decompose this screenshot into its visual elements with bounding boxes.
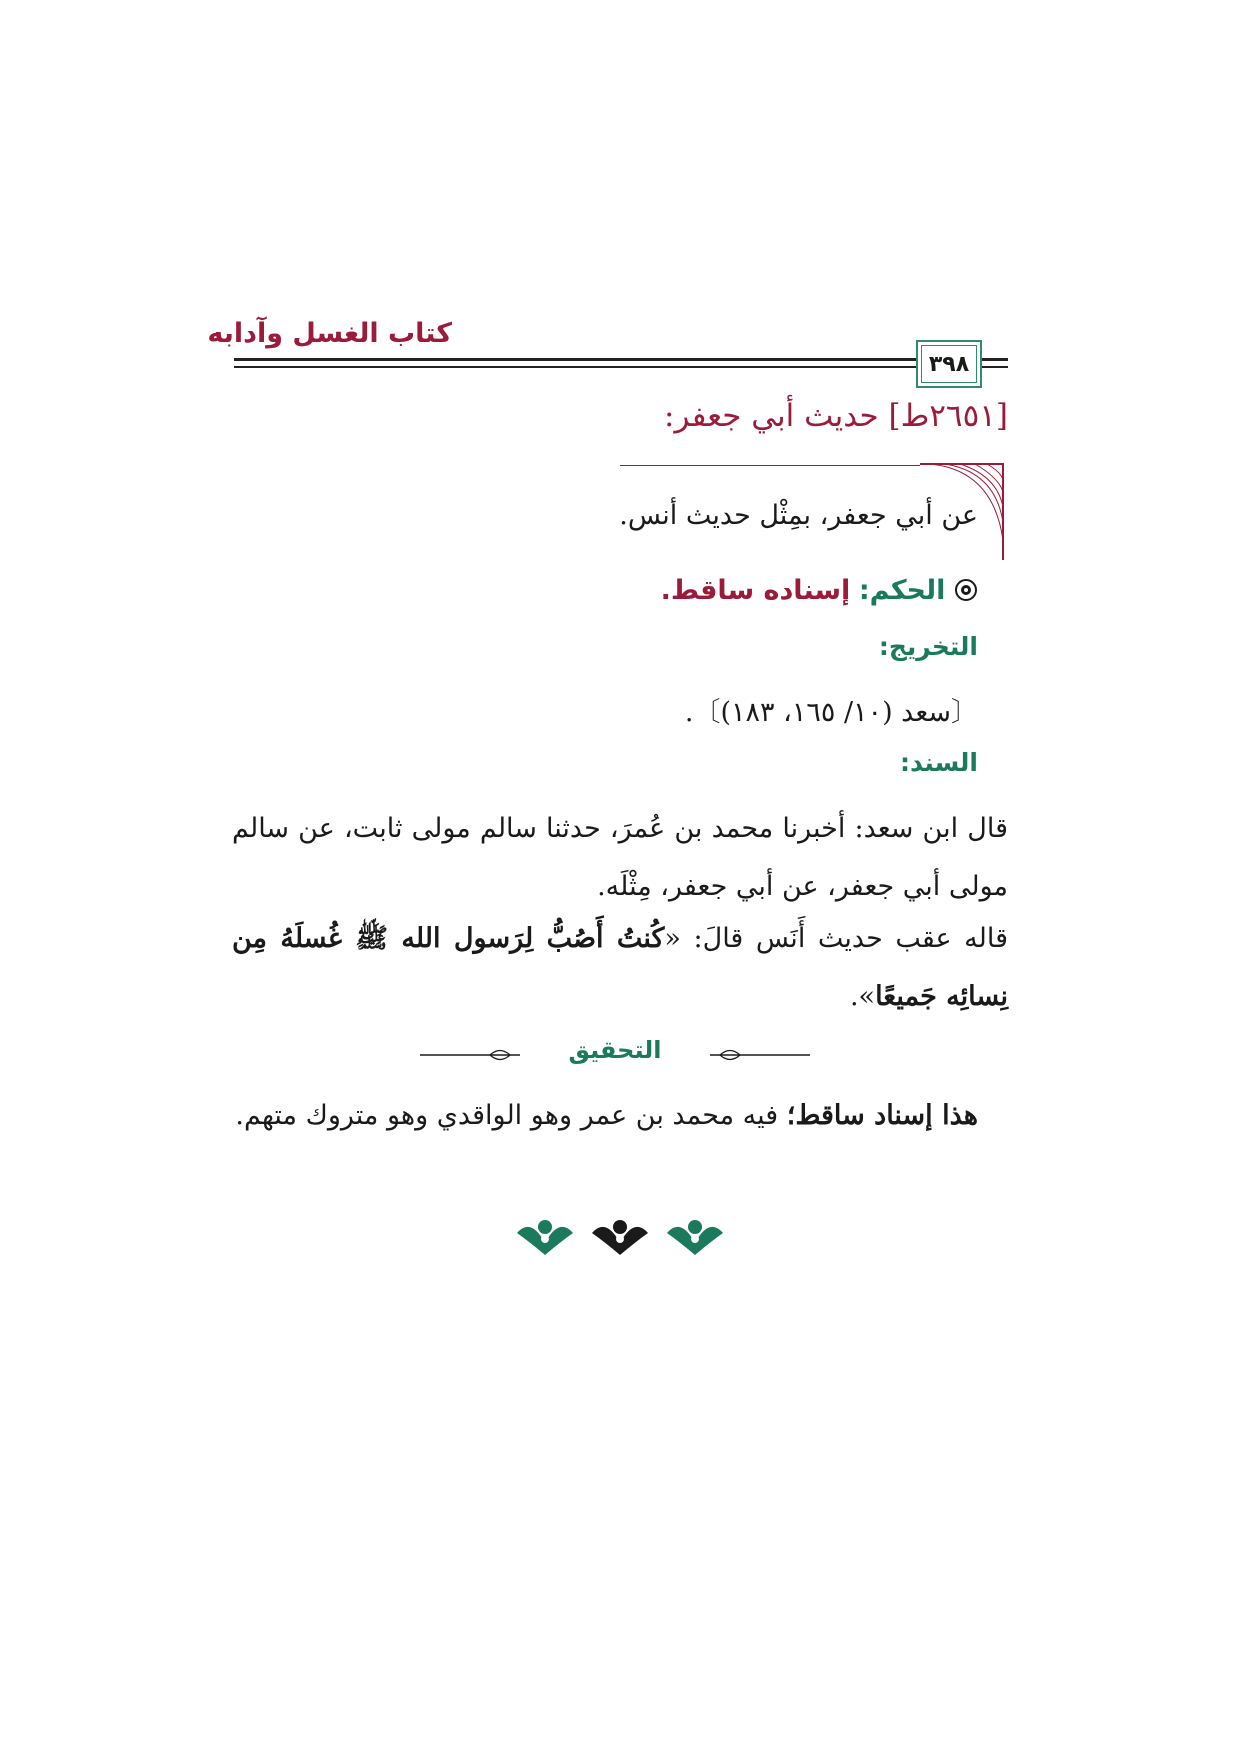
heading-underline — [620, 465, 920, 466]
hukm-line — [661, 575, 978, 606]
closing-flowers-icon — [515, 1210, 725, 1260]
hadith-heading: [٢٦٥١ط] حديث أبي جعفر: — [664, 398, 1008, 434]
verdict-rest: فيه محمد بن عمر وهو الواقدي وهو متروك متهم. — [235, 1100, 787, 1131]
sanad-text: قال ابن سعد: أخبرنا محمد بن عُمرَ، حدثنا سالم مولى ثابت، عن سالم مولى أبي جعفر، عن أبي جعفر، مِثْلَه. — [232, 813, 1008, 902]
header-rule-right-bottom — [980, 366, 1008, 368]
comment-prefix: قاله عقب حديث أَنَس قالَ: « — [664, 923, 1008, 954]
tahqiq-label: التحقيق — [520, 1036, 710, 1064]
comment-suffix: ». — [849, 981, 876, 1012]
hukm-label: الحكم: — [858, 575, 946, 606]
takhrij-label: التخريج: — [878, 632, 978, 661]
comment-paragraph — [232, 910, 1008, 1026]
comment-quote: كُنتُ أَصُبُّ لِرَسول الله ﷺ غُسلَهُ مِن نِسائِه جَميعًا — [232, 923, 1008, 1012]
book-title: كتاب الغسل وآدابه — [207, 318, 452, 349]
verdict-bold: هذا إسناد ساقط؛ — [786, 1100, 978, 1131]
page-frame-icon — [916, 340, 982, 388]
hukm-value: إسناده ساقط. — [660, 575, 851, 606]
header-rule-top — [234, 358, 934, 361]
hadith-text: عن أبي جعفر، بمِثْل حديث أنس. — [619, 500, 978, 531]
flower-bullet-icon — [954, 578, 978, 602]
page-number: ٣٩٨ — [928, 351, 970, 377]
takhrij-text: 〔سعد (١٠/ ١٦٥، ١٨٣)〕. — [684, 697, 978, 728]
header-rule-right-top — [980, 358, 1008, 361]
verdict-line — [235, 1100, 978, 1131]
sanad-label: السند: — [899, 748, 978, 777]
header-rule-bottom — [234, 366, 934, 368]
